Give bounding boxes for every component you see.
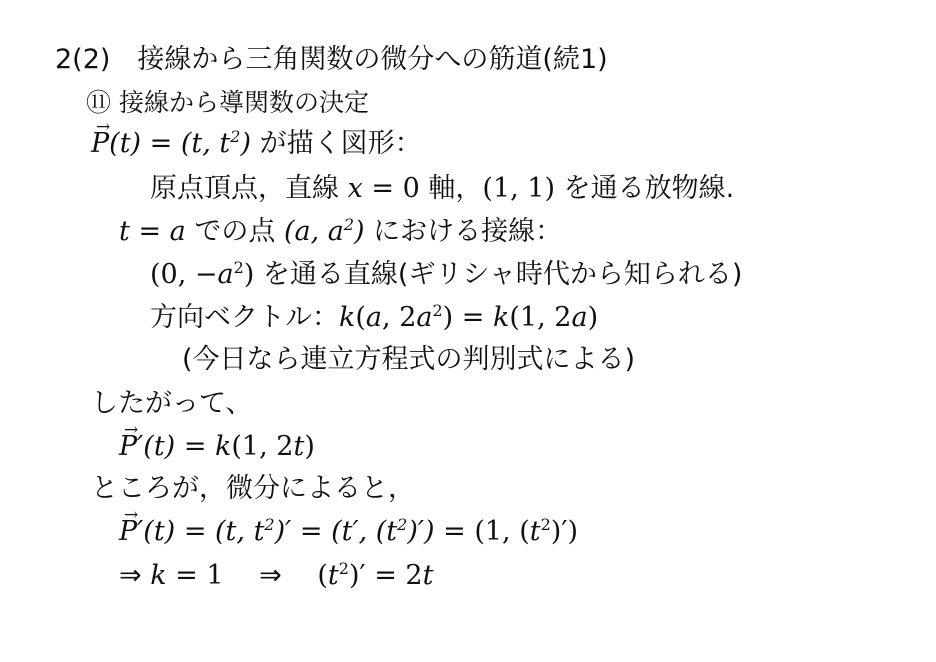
line-through-point: (0, $-a^2$) を通る直線(ギリシャ時代から知られる) — [150, 258, 743, 290]
conclusion-line: ⇒ k = 1 ⇒ $(t^2)' = 2t$ — [119, 559, 434, 591]
derivative-k-line: → P′(t) = k(1, 2t) — [119, 430, 315, 464]
slide-title: 2(2) 接線から三角関数の微分への筋道(続1) — [55, 44, 608, 75]
therefore-line: したがって、 — [91, 388, 253, 419]
section-heading — [86, 86, 369, 120]
tangent-heading-line: t = a での点 (a, $a^2$) における接線： — [119, 215, 563, 247]
today-method-line: (今日なら連立方程式の判別式による) — [182, 344, 636, 375]
figure-description-line: 原点頂点，直線 x = 0 軸，(1, 1) を通る放物線. — [150, 173, 735, 204]
section-number-circled: ⑪ 接線から導関数の決定 — [86, 88, 369, 117]
however-line: ところが，微分によると， — [91, 473, 415, 504]
parametric-curve-line: → P(t) = (t, $t^2$) が描く図形： — [91, 127, 422, 161]
direction-vector-line: 方向ベクトル：k(a, $2a^2) = k(1$, 2a) — [150, 301, 599, 333]
derivative-computed-line: → P′(t) = (t, $t^2)' = (t'$, $(t^2)') = (1$, $(t^2)'$) — [119, 515, 578, 549]
